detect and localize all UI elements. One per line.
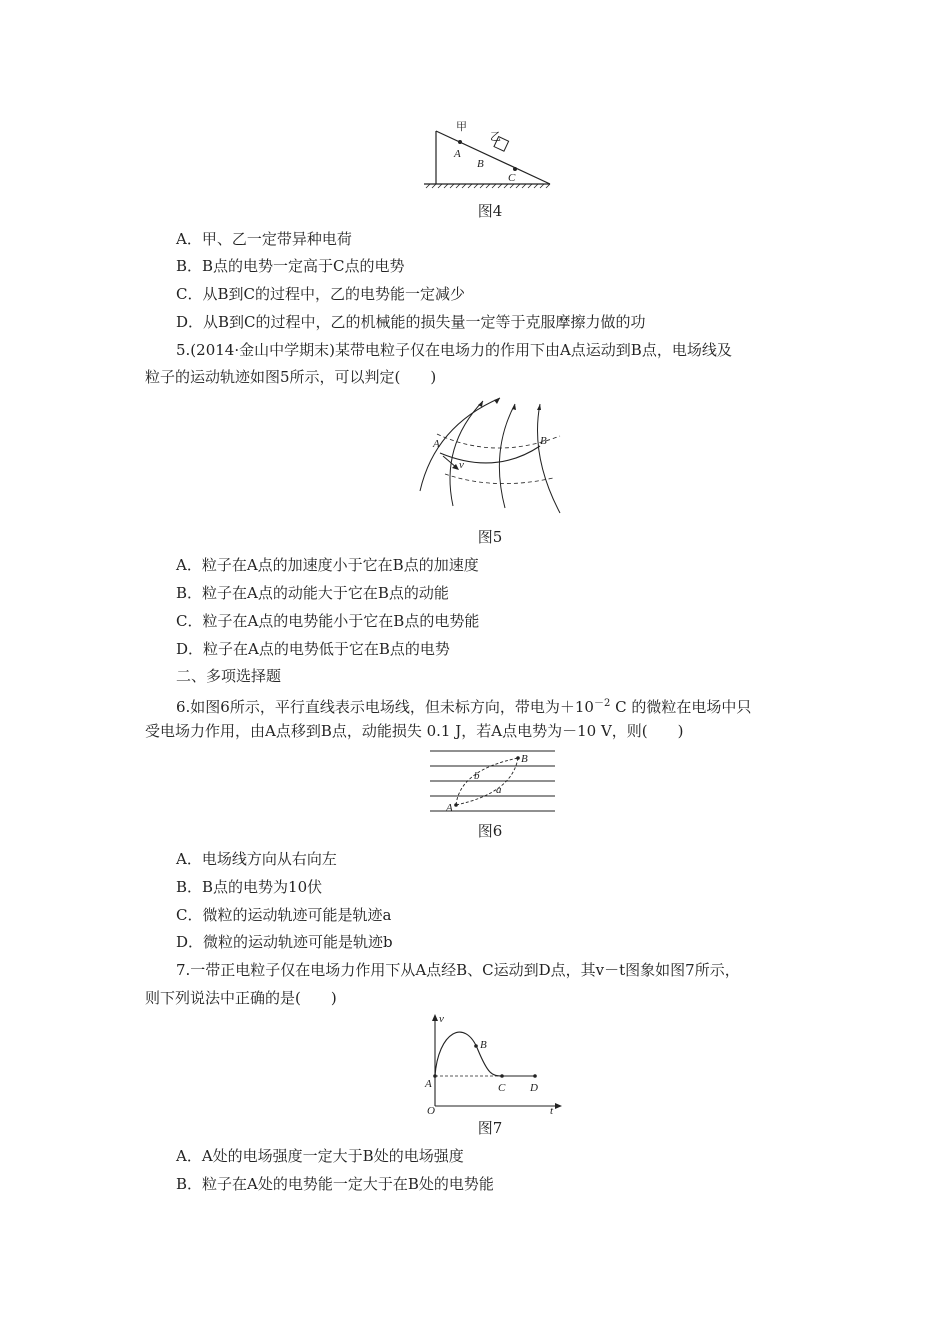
q4-option-b: B．B点的电势一定高于C点的电势 xyxy=(176,257,405,275)
label-a: A xyxy=(454,148,461,160)
q5-stem-line2: 粒子的运动轨迹如图5所示，可以判定( ) xyxy=(145,368,437,386)
label-v: v xyxy=(439,1013,444,1025)
q6-stem-text: 6.如图6所示，平行直线表示电场线，但未标方向，带电为＋10 xyxy=(176,698,594,716)
field-line-4 xyxy=(538,404,561,513)
v-axis-arrowhead xyxy=(432,1014,438,1021)
point-c-dot xyxy=(513,167,517,171)
point-a-dot xyxy=(458,140,462,144)
figure-5-field-lines xyxy=(415,396,575,521)
label-c: C xyxy=(508,172,516,184)
arrowhead-4 xyxy=(537,404,541,410)
point-b-dot xyxy=(516,756,520,760)
q6-exponent: －2 xyxy=(593,698,611,709)
q6-stem-text-cont: C 的微粒在电场中只 xyxy=(610,698,752,716)
q6-option-c: C．微粒的运动轨迹可能是轨迹a xyxy=(176,906,392,924)
q4-option-c: C．从B到C的过程中，乙的电势能一定减少 xyxy=(176,285,465,303)
q4-option-a: A．甲、乙一定带异种电荷 xyxy=(176,230,352,248)
q6-option-a: A．电场线方向从右向左 xyxy=(176,850,337,868)
q7-stem-line1: 7.一带正电粒子仅在电场力作用下从A点经B、C运动到D点，其v－t图象如图7所示， xyxy=(176,961,740,979)
equipotential-lower xyxy=(445,474,553,484)
label-b: B xyxy=(480,1039,487,1051)
ground-hatching xyxy=(426,184,550,188)
particle-trajectory xyxy=(440,446,540,463)
figure-6-caption: 图6 xyxy=(477,822,503,840)
q7-option-a: A．A处的电场强度一定大于B处的电场强度 xyxy=(176,1147,464,1165)
label-d: D xyxy=(530,1082,538,1094)
figure-4-incline xyxy=(420,118,560,193)
label-b: B xyxy=(521,753,528,765)
q5-option-c: C．粒子在A点的电势能小于它在B点的电势能 xyxy=(176,612,480,630)
figure-4-caption: 图4 xyxy=(477,202,503,220)
figure-5-caption: 图5 xyxy=(477,528,503,546)
label-o: O xyxy=(427,1105,435,1117)
q5-option-a: A．粒子在A点的加速度小于它在B点的加速度 xyxy=(176,556,479,574)
point-d-dot xyxy=(533,1074,537,1078)
label-b: B xyxy=(477,158,484,170)
t-axis-arrowhead xyxy=(555,1103,562,1109)
label-t: t xyxy=(550,1105,554,1117)
q6-stem-line2: 受电场力作用，由A点移到B点，动能损失 0.1 J，若A点电势为－10 V，则( ) xyxy=(145,722,684,740)
label-a: A xyxy=(433,438,440,450)
label-a: A xyxy=(446,802,453,814)
q5-option-d: D．粒子在A点的电势低于它在B点的电势 xyxy=(176,640,450,658)
figure-7-vt-graph xyxy=(420,1012,565,1117)
field-line-3 xyxy=(499,404,515,508)
label-jia: 甲 xyxy=(456,121,467,133)
label-a: A xyxy=(425,1078,432,1090)
q7-stem-line2: 则下列说法中正确的是( ) xyxy=(145,989,337,1007)
point-c-dot xyxy=(500,1074,504,1078)
q6-option-b: B．B点的电势为10伏 xyxy=(176,878,323,896)
q6-stem-line1 xyxy=(176,694,751,717)
q5-stem-line1: 5.(2014·金山中学期末)某带电粒子仅在电场力的作用下由A点运动到B点，电场线及 xyxy=(176,341,732,359)
point-b-dot xyxy=(474,1044,478,1048)
label-c: C xyxy=(498,1082,506,1094)
label-yi: 乙 xyxy=(490,131,501,143)
label-traj-b: b xyxy=(474,770,480,782)
label-b: B xyxy=(540,435,547,447)
q5-option-b: B．粒子在A点的动能大于它在B点的动能 xyxy=(176,584,449,602)
q4-option-d: D．从B到C的过程中，乙的机械能的损失量一定等于克服摩擦力做的功 xyxy=(176,313,646,331)
field-line-1 xyxy=(420,398,500,491)
label-v: v xyxy=(459,459,464,471)
point-a-dot xyxy=(454,803,458,807)
figure-6-parallel-field xyxy=(430,748,555,814)
point-a-dot xyxy=(433,1074,437,1078)
figure-7-caption: 图7 xyxy=(477,1119,503,1137)
q7-option-b: B．粒子在A处的电势能一定大于在B处的电势能 xyxy=(176,1175,494,1193)
section-heading-multiple-choice: 二、多项选择题 xyxy=(176,667,282,685)
q6-option-d: D．微粒的运动轨迹可能是轨迹b xyxy=(176,933,393,951)
label-traj-a: a xyxy=(496,784,502,796)
